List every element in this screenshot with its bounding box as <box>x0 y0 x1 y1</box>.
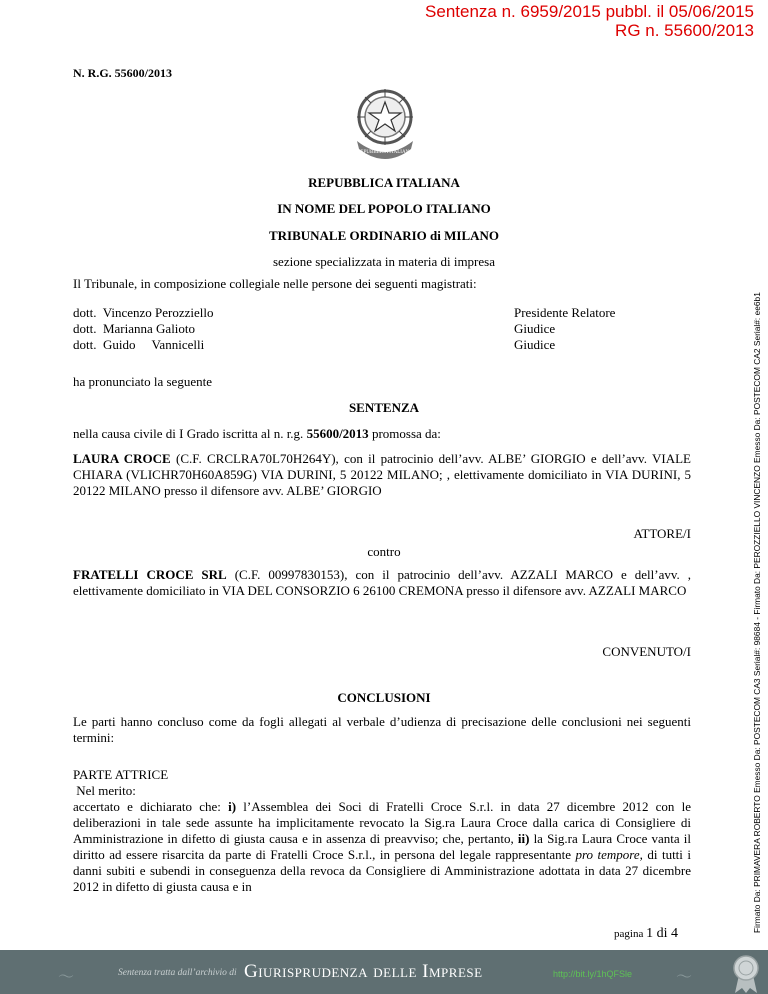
registry-number: N. R.G. 55600/2013 <box>73 66 172 80</box>
page-number: 1 di 4 <box>646 926 678 941</box>
convenuto-label: CONVENUTO/I <box>602 644 691 659</box>
stamp-line-2: RG n. 55600/2013 <box>615 21 754 40</box>
judge-role: Giudice <box>514 321 556 336</box>
judge-name: dott. Guido Vannicelli <box>73 337 205 352</box>
judge-name: dott. Marianna Galioto <box>73 321 196 336</box>
footer-title: Giurisprudenza delle Imprese <box>244 961 483 982</box>
page-indicator <box>614 926 678 942</box>
merit-paragraph: accertato e dichiarato che: i) l’Assemblea dei Soci di Fratelli Croce S.r.l. in data 27 dicembre 2012 con le deliberazioni in tale sede assunte ha implicitamente revocato la Sig.ra Laura Croce dalla carica di Consigliere di Amministrazione in difetto di giusta causa e in assenza di preavviso; che, pertanto, ii) la Sig.ra Laura Croce vanta il diritto ad essere risarcita da parte di Fratelli Croce S.r.l., in persona del legale rappresentante pro tempore, di tutti i danni subiti e subendi in conseguenza della revoca da Consigliere di Amministrazione adottata in data 27 dicembre 2012 in difetto di giusta causa e in <box>73 799 692 894</box>
italian-emblem-icon <box>349 83 421 163</box>
conclusioni-heading: CONCLUSIONI <box>337 690 431 705</box>
attore-label: ATTORE/I <box>633 526 691 541</box>
footer-link[interactable]: http://bit.ly/1hQFSle <box>553 969 633 979</box>
convenuto-name: FRATELLI CROCE SRL <box>73 567 227 582</box>
attore-paragraph: LAURA CROCE (C.F. CRCLRA70L70H264Y), con il patrocinio dell’avv. ALBE’ GIORGIO e dell’avv. VIALE CHIARA (VLICHR70H60A859G) VIA DURINI, 5 20122 MILANO; , elettivamente domiciliato in VIA DURINI, 5 20122 MILANO presso il difensore avv. ALBE’ GIORGIO <box>73 451 691 498</box>
attore-name: LAURA CROCE <box>73 451 171 466</box>
contro-line: contro <box>367 544 401 559</box>
judge-name: dott. Vincenzo Perozziello <box>73 305 214 320</box>
ornament-icon: 〜 <box>58 969 75 986</box>
stamp-line-1: Sentenza n. 6959/2015 pubbl. il 05/06/2015 <box>425 2 754 21</box>
judge-role: Giudice <box>514 337 556 352</box>
sentenza-heading: SENTENZA <box>348 400 420 415</box>
header-line-2: IN NOME DEL POPOLO ITALIANO <box>277 201 491 216</box>
header-line-1: REPUBBLICA ITALIANA <box>308 175 460 190</box>
judge-role: Presidente Relatore <box>514 305 616 320</box>
signature-side-text: Firmato Da: PRIMAVERA ROBERTO Emesso Da: POSTECOM CA3 Serial#: 98684 - Firmato Da: PEROZZIELLO VINCENZO Emesso Da: POSTECOM CA2 Serial#: ee6b1 <box>752 292 762 933</box>
svg-text:REPUBBLICA ITALIANA: REPUBBLICA ITALIANA <box>357 150 413 155</box>
parte-attrice-heading: PARTE ATTRICE <box>73 767 169 782</box>
nel-merito-line: Nel merito: <box>73 783 136 798</box>
parti-paragraph: Le parti hanno concluso come da fogli allegati al verbale d’udienza di precisazione delle conclusioni nei seguenti termini: <box>73 714 691 745</box>
causa-line: nella causa civile di I Grado iscritta al n. r.g. 55600/2013 promossa da: <box>73 426 441 441</box>
convenuto-paragraph: FRATELLI CROCE SRL (C.F. 00997830153), con il patrocinio dell’avv. AZZALI MARCO e dell’avv. , elettivamente domiciliato in VIA DEL CONSORZIO 6 26100 CREMONA presso il difensore avv. AZZALI MARCO <box>73 567 691 598</box>
archive-footer <box>0 950 768 994</box>
footer-caption: Sentenza tratta dall’archivio di <box>118 968 237 978</box>
judges-roles <box>514 305 615 353</box>
pronounced-line: ha pronunciato la seguente <box>73 374 212 389</box>
award-seal-icon <box>731 955 761 993</box>
publication-stamp <box>425 2 754 40</box>
case-number: 55600/2013 <box>306 426 369 441</box>
judges-list <box>73 305 214 353</box>
header-line-3: TRIBUNALE ORDINARIO di MILANO <box>268 228 500 243</box>
header-line-4: sezione specializzata in materia di impresa <box>273 254 495 269</box>
intro-paragraph: Il Tribunale, in composizione collegiale nelle persone dei seguenti magistrati: <box>73 276 477 291</box>
page-label: pagina <box>614 928 644 940</box>
ornament-icon: 〜 <box>676 969 693 986</box>
